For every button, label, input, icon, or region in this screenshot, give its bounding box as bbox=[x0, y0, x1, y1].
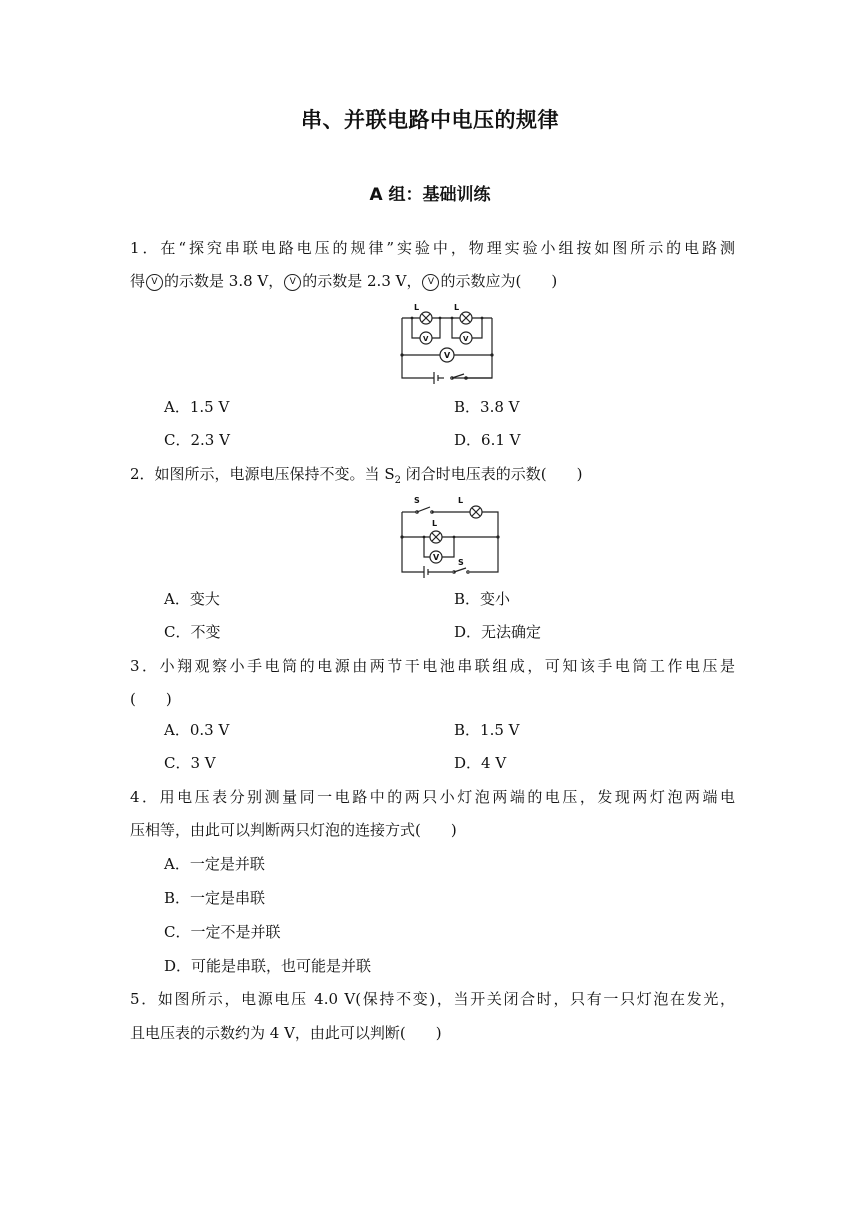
q1-circuit-diagram bbox=[392, 300, 502, 385]
q2-text-a: 2．如图所示，电源电压保持不变。当 S bbox=[130, 465, 395, 483]
fig1-label-l1: L bbox=[414, 303, 420, 312]
fig2-label-l1: L bbox=[458, 496, 464, 505]
q2-option-c: C．不变 bbox=[164, 623, 221, 641]
voltmeter-v1-icon: V bbox=[146, 274, 163, 291]
section-heading: A 组：基础训练 bbox=[369, 185, 491, 205]
voltmeter-v-icon: V bbox=[422, 274, 439, 291]
q1-line1: 1．在“探究串联电路电压的规律”实验中，物理实验小组按如图所示的电路测 bbox=[130, 239, 735, 257]
fig1-label-v1: V bbox=[423, 335, 429, 343]
q1-text-d: 的示数应为( ) bbox=[440, 272, 558, 290]
fig2-label-s1: S bbox=[458, 558, 464, 567]
q4-line2: 压相等，由此可以判断两只灯泡的连接方式( ) bbox=[130, 821, 457, 839]
q1-text-c: 的示数是 2.3 V， bbox=[302, 272, 422, 290]
q2-subscript: 2 bbox=[394, 475, 401, 486]
q3-option-b: B．1.5 V bbox=[454, 721, 520, 739]
fig1-label-l2: L bbox=[454, 303, 460, 312]
q4-line1: 4．用电压表分别测量同一电路中的两只小灯泡两端的电压，发现两灯泡两端电 bbox=[130, 788, 735, 806]
fig2-label-s2: S bbox=[414, 496, 420, 505]
q2-circuit-diagram bbox=[394, 492, 504, 578]
q3-line2: ( ) bbox=[130, 690, 172, 708]
q2-text-b: 闭合时电压表的示数( ) bbox=[400, 465, 583, 483]
q4-option-c: C．一定不是并联 bbox=[164, 923, 281, 941]
q3-option-a: A．0.3 V bbox=[164, 721, 230, 739]
q1-text-b: 的示数是 3.8 V， bbox=[164, 272, 284, 290]
q2-option-d: D．无法确定 bbox=[454, 623, 542, 641]
q1-text-a: 得 bbox=[130, 272, 146, 290]
fig1-label-v: V bbox=[444, 351, 451, 360]
fig2-label-v: V bbox=[433, 553, 440, 562]
q2-option-a: A．变大 bbox=[164, 590, 220, 608]
voltmeter-v2-icon: V bbox=[284, 274, 301, 291]
q4-option-a: A．一定是并联 bbox=[164, 855, 265, 873]
q1-option-d: D．6.1 V bbox=[454, 431, 521, 449]
q1-option-a: A．1.5 V bbox=[164, 398, 230, 416]
q1-line2 bbox=[130, 270, 735, 292]
q3-line1: 3．小翔观察小手电筒的电源由两节干电池串联组成，可知该手电筒工作电压是 bbox=[130, 657, 735, 675]
fig2-label-l2: L bbox=[432, 519, 438, 528]
q2-option-b: B．变小 bbox=[454, 590, 511, 608]
q5-line2: 且电压表的示数约为 4 V，由此可以判断( ) bbox=[130, 1024, 442, 1042]
q4-option-d: D．可能是串联，也可能是并联 bbox=[164, 957, 372, 975]
page-title: 串、并联电路中电压的规律 bbox=[301, 108, 559, 132]
q1-option-c: C．2.3 V bbox=[164, 431, 230, 449]
q5-line1: 5．如图所示，电源电压 4.0 V(保持不变)，当开关闭合时，只有一只灯泡在发光， bbox=[130, 990, 735, 1008]
q2-line1 bbox=[130, 463, 735, 492]
q3-option-d: D．4 V bbox=[454, 754, 507, 772]
fig1-label-v2: V bbox=[463, 335, 469, 343]
q3-option-c: C．3 V bbox=[164, 754, 216, 772]
q4-option-b: B．一定是串联 bbox=[164, 889, 266, 907]
q1-option-b: B．3.8 V bbox=[454, 398, 520, 416]
